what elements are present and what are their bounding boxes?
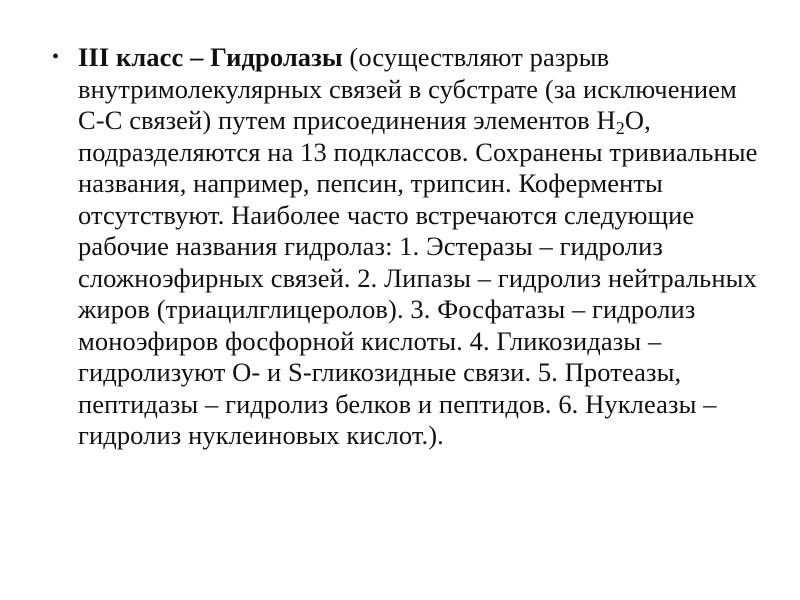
class-title: III класс – Гидролазы xyxy=(78,42,343,72)
paragraph-text-part2: О, подразделяются на 13 подклассов. Сохранены тривиальные названия, например, пепсин, трипсин. Коферменты отсутствуют. Наиболее часто встречаются следующие рабочие названия гидролаз: 1. Эстеразы – гидролиз сложноэфирных связей. 2. Липазы – гидролиз нейтральных жиров (триацилглицеролов). 3. Фосфатазы – гидролиз моноэфиров фосфорной кислоты. 4. Гликозидазы – гидролизуют О- и S-гликозидные связи. 5. Протеазы, пептидазы – гидролиз белков и пептидов. 6. Нуклеазы – гидролиз нуклеиновых кислот.). xyxy=(78,105,758,450)
bullet-item xyxy=(52,42,767,452)
paragraph-text-part1: (осуществляют разрыв внутримолекулярных связей в субстрате (за исключением С-С связей) путем присоединения элементов Н xyxy=(78,42,737,135)
paragraph xyxy=(78,42,767,452)
subscript: 2 xyxy=(615,118,625,138)
bullet-icon: • xyxy=(52,46,60,68)
